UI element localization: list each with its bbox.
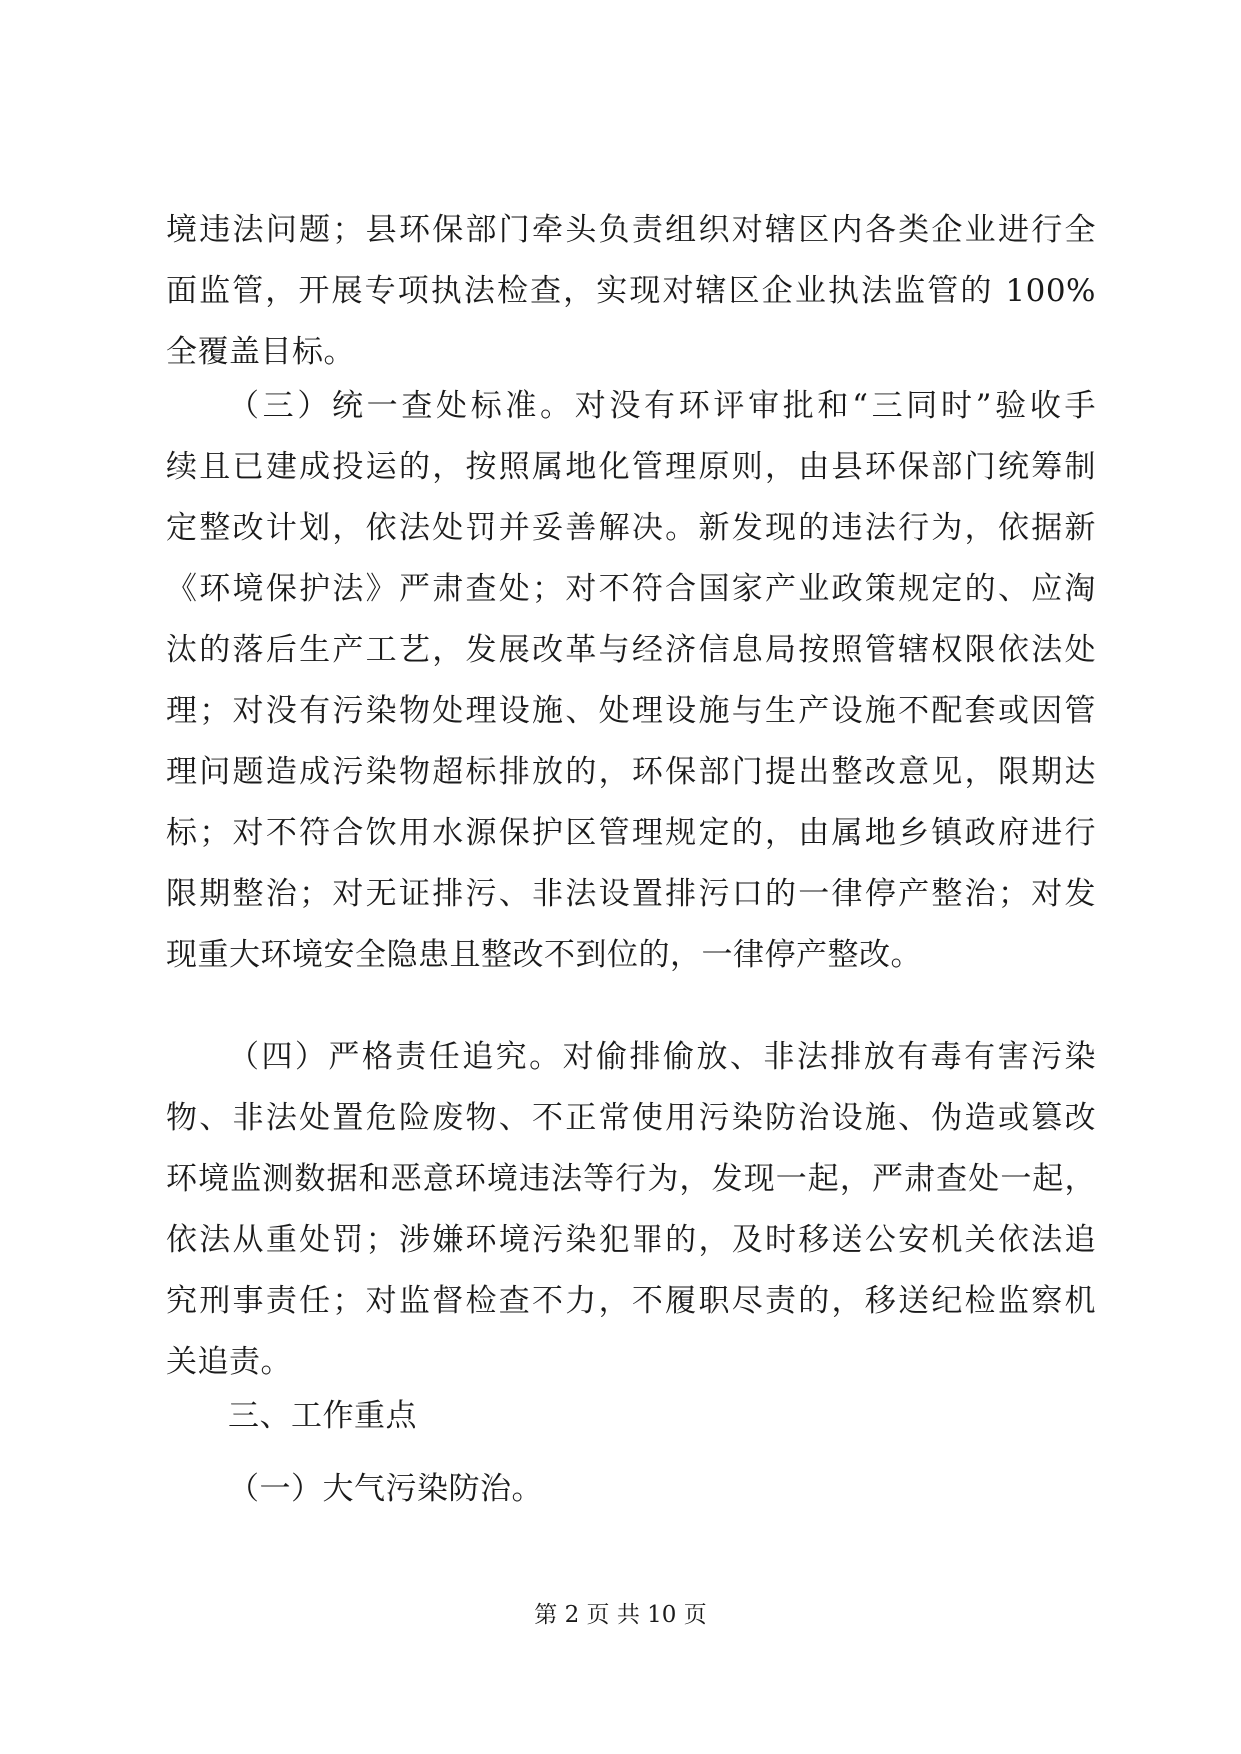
text-line: （四）严格责任追究。对偷排偷放、非法排放有毒有害污染: [228, 1039, 1096, 1075]
text-line: 全覆盖目标。: [166, 334, 355, 370]
text-line: 理问题造成污染物超标排放的，环保部门提出整改意见，限期达: [166, 754, 1096, 790]
text-line: 环境监测数据和恶意环境违法等行为，发现一起，严肃查处一起，: [166, 1161, 1096, 1197]
text-line: 续且已建成投运的，按照属地化管理原则，由县环保部门统筹制: [166, 449, 1096, 485]
subsection-heading: （一）大气污染防治。: [228, 1471, 543, 1507]
text-line: 关追责。: [166, 1344, 292, 1380]
text-line: 依法从重处罚；涉嫌环境污染犯罪的，及时移送公安机关依法追: [166, 1222, 1096, 1258]
text-line: 现重大环境安全隐患且整改不到位的，一律停产整改。: [166, 937, 922, 973]
text-line: 定整改计划，依法处罚并妥善解决。新发现的违法行为，依据新: [166, 510, 1096, 546]
paragraph-continuation: [166, 200, 1096, 383]
text-line: 标；对不符合饮用水源保护区管理规定的，由属地乡镇政府进行: [166, 815, 1096, 851]
text-line: 面监管，开展专项执法检查，实现对辖区企业执法监管的 100%: [166, 273, 1096, 309]
text-line: 究刑事责任；对监督检查不力，不履职尽责的，移送纪检监察机: [166, 1283, 1096, 1319]
text-line: 《环境保护法》严肃查处；对不符合国家产业政策规定的、应淘: [166, 571, 1096, 607]
text-line: 汰的落后生产工艺，发展改革与经济信息局按照管辖权限依法处: [166, 632, 1096, 668]
text-line: 限期整治；对无证排污、非法设置排污口的一律停产整治；对发: [166, 876, 1096, 912]
paragraph-accountability: [166, 1027, 1096, 1393]
section-heading: 三、工作重点: [228, 1398, 417, 1434]
paragraph-unified-standards: [166, 376, 1096, 986]
page-number-footer: 第 2 页 共 10 页: [534, 1602, 707, 1628]
text-line: 境违法问题；县环保部门牵头负责组织对辖区内各类企业进行全: [166, 212, 1096, 248]
text-line: 理；对没有污染物处理设施、处理设施与生产设施不配套或因管: [166, 693, 1096, 729]
text-line: （三）统一查处标准。对没有环评审批和“三同时”验收手: [228, 388, 1096, 424]
text-line: 物、非法处置危险废物、不正常使用污染防治设施、伪造或篡改: [166, 1100, 1096, 1136]
